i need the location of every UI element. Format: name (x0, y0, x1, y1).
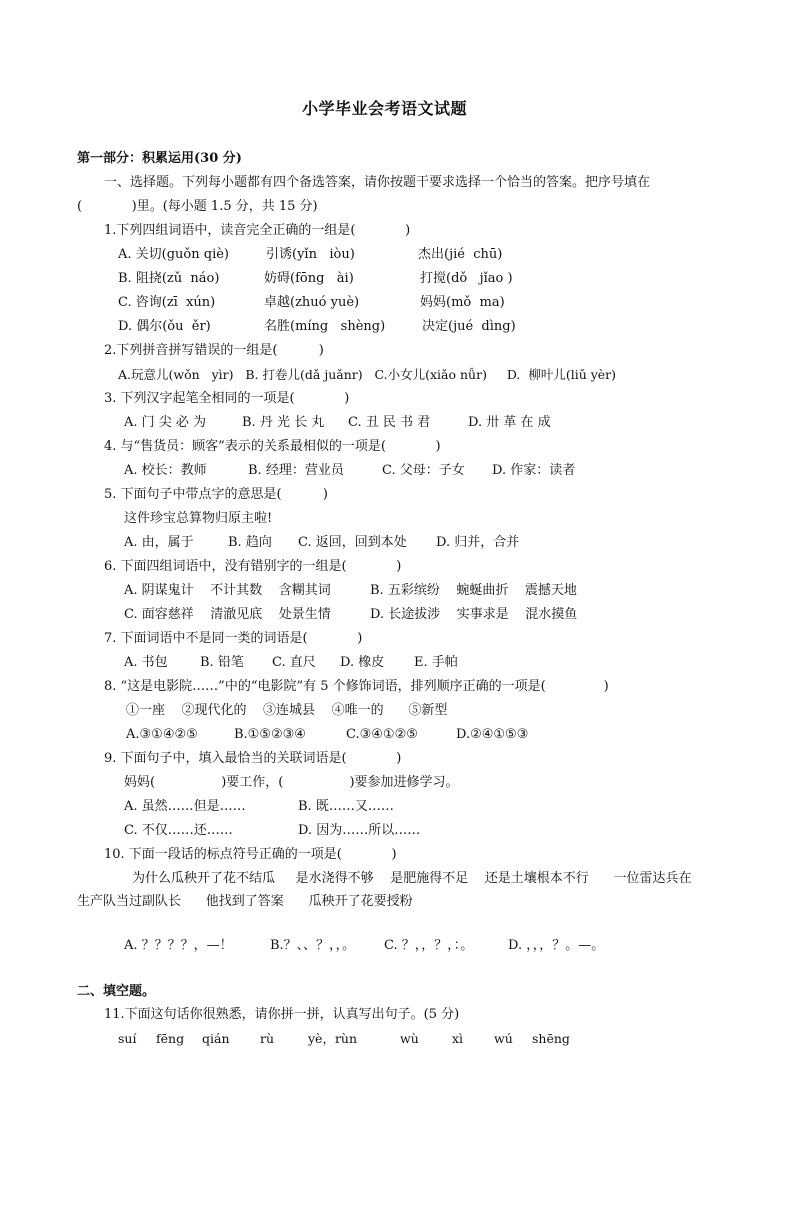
q9-option-d: D. 因为……所以…… (298, 823, 421, 838)
q8-items: ①一座 ②现代化的 ③连城县 ④唯一的 ⑤新型 (126, 703, 448, 718)
q4-option-a: A. 校长：教师 (124, 463, 207, 478)
q5-option-b: B. 趋向 (228, 535, 272, 550)
q1-a-word1: A. 关切(guǒn qiè) (118, 247, 229, 262)
q11-pinyin-5: yè，rùn (308, 1031, 358, 1046)
q1-d-word3: 决定(jué dìng) (422, 319, 516, 334)
q11-pinyin-2: fēng (156, 1031, 185, 1046)
q10-stem: 10. 下面一段话的标点符号正确的一项是( ) (104, 847, 397, 862)
q1-a-word3: 杰出(jié chū) (418, 247, 503, 262)
q6-option-d: D. 长途拔涉 实事求是 混水摸鱼 (370, 607, 578, 622)
q9-option-c: C. 不仅……还…… (124, 823, 233, 838)
q4-stem: 4. 与“售货员：顾客”表示的关系最相似的一项是( ) (104, 439, 441, 454)
q9-option-b: B. 既……又…… (298, 799, 394, 814)
part1-heading: 第一部分：积累运用(30 分) (77, 151, 242, 166)
q5-option-a: A. 由，属于 (124, 535, 194, 550)
q7-option-a: A. 书包 (124, 655, 168, 670)
choice-intro-line2: ( )里。(每小题 1.5 分，共 15 分) (77, 199, 318, 214)
exam-title: 小学毕业会考语文试题 (302, 99, 468, 118)
q5-stem: 5. 下面句子中带点字的意思是( ) (104, 487, 329, 502)
q1-d-word1: D. 偶尔(ǒu ěr) (118, 319, 211, 334)
q10-option-a: A. ？？？？，—！ (124, 938, 233, 953)
q4-option-d: D. 作家：读者 (492, 463, 576, 478)
q3-stem: 3. 下列汉字起笔全相同的一项是( ) (104, 391, 350, 406)
q7-stem: 7. 下面词语中不是同一类的词语是( ) (104, 631, 363, 646)
q1-a-word2: 引诱(yǐn iòu) (266, 247, 355, 262)
q5-sentence: 这件珍宝总算物归原主啦! (124, 511, 273, 526)
q11-pinyin-1: suí (118, 1031, 137, 1046)
q10-option-c: C. ？，，？，：。 (384, 938, 474, 953)
q1-c-word1: C. 咨询(zī xún) (118, 295, 216, 310)
q1-b-word2: 妨碍(fōng ài) (264, 271, 354, 286)
q8-option-b: B.①⑤②③④ (234, 727, 306, 742)
q6-option-a: A. 阴谋鬼计 不计其数 含糊其词 (124, 583, 331, 598)
q5-option-d: D. 归并，合并 (436, 535, 520, 550)
q1-stem: 1.下列四组词语中，读音完全正确的一组是( ) (104, 223, 411, 238)
q8-option-d: D.②④①⑤③ (456, 727, 529, 742)
q10-option-b: B.？、、？，，。 (270, 938, 356, 953)
q7-option-c: C. 直尺 (272, 655, 316, 670)
q3-option-c: C. 丑 民 书 君 (348, 415, 431, 430)
q11-pinyin-9: shēng (532, 1031, 570, 1046)
choice-intro-line1: 一、选择题。下列每小题都有四个备选答案，请你按题干要求选择一个恰当的答案。把序号填在 (104, 175, 651, 190)
q7-option-e: E. 手帕 (414, 655, 458, 670)
q7-option-d: D. 橡皮 (340, 655, 385, 670)
q2-stem: 2.下列拼音拼写错误的一组是( ) (104, 343, 324, 358)
q9-stem: 9. 下面句子中，填入最恰当的关联词语是( ) (104, 751, 402, 766)
q1-b-word3: 打搅(dǒ jǐao ) (420, 271, 513, 286)
q8-stem: 8. “这是电影院……”中的“电影院”有 5 个修饰词语，排列顺序正确的一项是( ) (104, 679, 609, 694)
q4-option-b: B. 经理：营业员 (248, 463, 344, 478)
q3-option-d: D. 卅 革 在 成 (468, 415, 551, 430)
q11-pinyin-7: xì (452, 1031, 464, 1046)
q1-b-word1: B. 阻挠(zǔ náo) (118, 271, 220, 286)
q11-pinyin-8: wú (494, 1031, 513, 1046)
q10-passage-line2: 生产队当过副队长 他找到了答案 瓜秧开了花要授粉 (77, 894, 413, 909)
q6-option-b: B. 五彩缤纷 蜿蜒曲折 震撼天地 (370, 583, 577, 598)
q8-option-a: A.③①④②⑤ (126, 727, 198, 742)
q11-pinyin-4: rù (260, 1031, 275, 1046)
q8-option-c: C.③④①②⑤ (346, 727, 418, 742)
q10-passage-line1: 为什么瓜秧开了花不结瓜 是水浇得不够 是肥施得不足 还是土壤根本不行 一位雷达兵在 (132, 871, 692, 886)
q2-options: A.玩意儿(wǒn yìr) B. 打卷儿(dǎ juǎnr) C.小女儿(xiǎo nǚr) D. 柳叶儿(liǔ yèr) (118, 367, 617, 382)
q1-c-word2: 卓越(zhuó yuè) (264, 295, 360, 310)
q5-option-c: C. 返回，回到本处 (298, 535, 407, 550)
q6-stem: 6. 下面四组词语中，没有错别字的一组是( ) (104, 559, 402, 574)
q6-option-c: C. 面容慈祥 清澈见底 处景生情 (124, 607, 331, 622)
q1-d-word2: 名胜(míng shèng) (264, 319, 386, 334)
q11-pinyin-row (118, 1030, 570, 1210)
q11-pinyin-3: qián (202, 1031, 230, 1046)
q3-option-a: A. 门 尖 必 为 (124, 415, 207, 430)
q11-pinyin-6: wù (400, 1031, 419, 1046)
q4-option-c: C. 父母：子女 (382, 463, 465, 478)
q9-sentence: 妈妈( )要工作，( )要参加进修学习。 (124, 775, 459, 790)
q7-option-b: B. 铅笔 (200, 655, 244, 670)
q11-stem: 11.下面这句话你很熟悉，请你拼一拼，认真写出句子。(5 分) (104, 1007, 460, 1022)
q3-option-b: B. 丹 光 长 丸 (242, 415, 325, 430)
q9-option-a: A. 虽然……但是…… (124, 799, 246, 814)
fill-section-heading: 二、填空题。 (77, 984, 156, 999)
q10-option-d: D. ，，，？。—。 (508, 938, 605, 953)
q1-c-word3: 妈妈(mǒ ma) (420, 295, 505, 310)
